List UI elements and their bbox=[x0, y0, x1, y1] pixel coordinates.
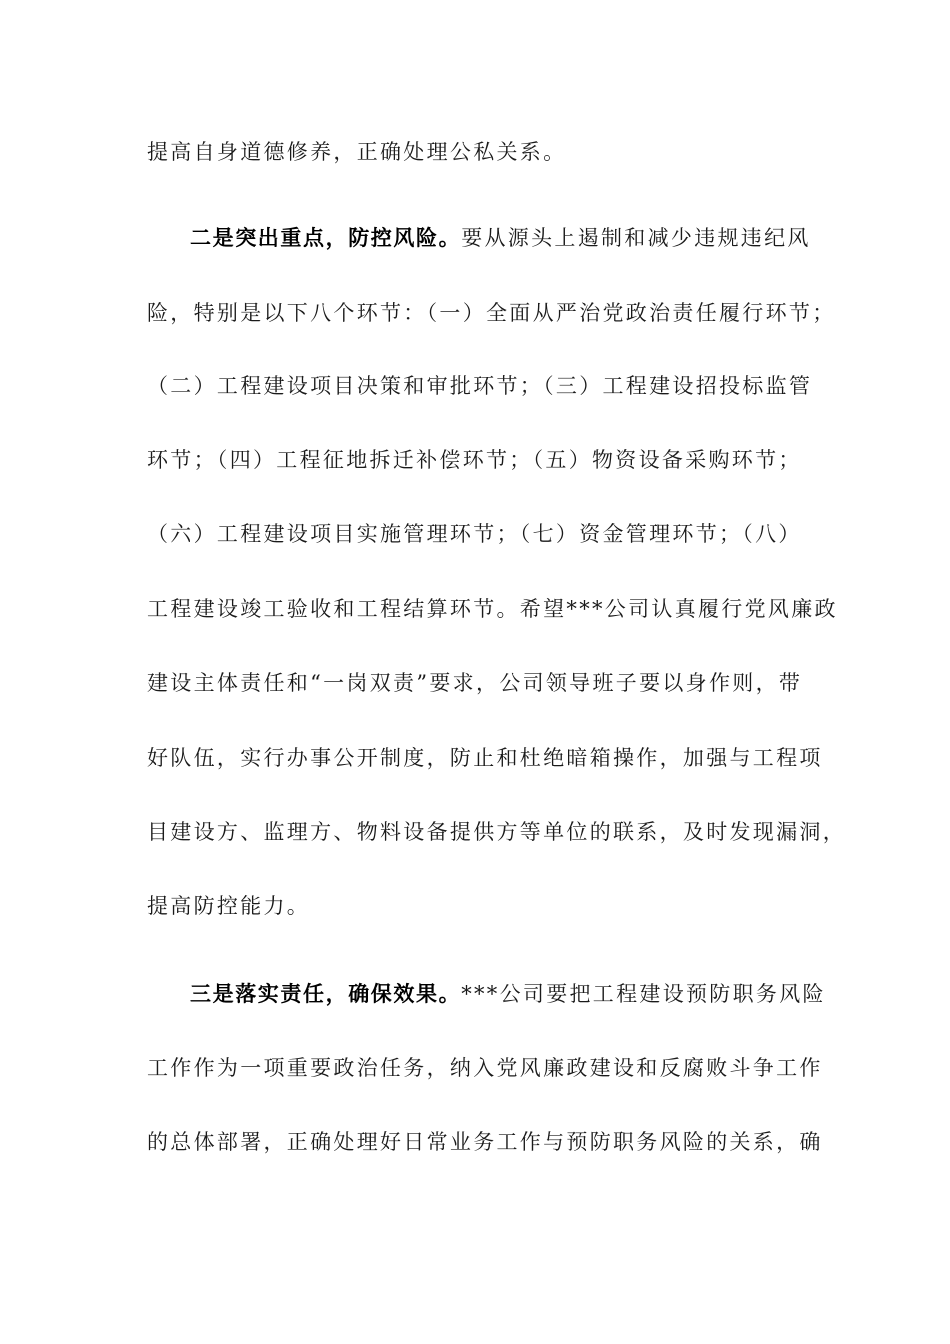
paragraph-line bbox=[147, 372, 817, 400]
line-text: 的总体部署，正确处理好日常业务工作与预防职务风险的关系，确 bbox=[147, 1130, 823, 1154]
line-text: 险，特别是以下八个环节：（一）全面从严治党政治责任履行环节； bbox=[147, 301, 836, 325]
paragraph-line bbox=[190, 980, 860, 1008]
line-text: 工程建设竣工验收和工程结算环节。希望***公司认真履行党风廉政 bbox=[147, 597, 838, 621]
paragraph-line bbox=[147, 520, 817, 548]
line-text: 提高自身道德修养，正确处理公私关系。 bbox=[147, 140, 567, 164]
paragraph-line bbox=[147, 446, 817, 474]
line-text: （二）工程建设项目决策和审批环节；（三）工程建设招投标监管 bbox=[147, 374, 813, 398]
line-text: ***公司要把工程建设预防职务风险 bbox=[461, 982, 826, 1006]
line-text: 目建设方、监理方、物料设备提供方等单位的联系，及时发现漏洞， bbox=[147, 820, 846, 844]
paragraph-line bbox=[147, 1054, 823, 1082]
paragraph-line bbox=[147, 818, 846, 846]
paragraph-line bbox=[147, 1128, 823, 1156]
line-text: 环节；（四）工程征地拆迁补偿环节；（五）物资设备采购环节； bbox=[147, 448, 802, 472]
paragraph-line bbox=[147, 669, 817, 697]
line-text: 好队伍，实行办事公开制度，防止和杜绝暗箱操作，加强与工程项 bbox=[147, 746, 823, 770]
paragraph-line bbox=[147, 595, 838, 623]
paragraph-line bbox=[147, 299, 836, 327]
paragraph-line bbox=[147, 138, 817, 166]
line-text: 提高防控能力。 bbox=[147, 894, 311, 918]
paragraph-line bbox=[190, 224, 860, 252]
paragraph-line bbox=[147, 744, 823, 772]
line-text: 建设主体责任和“一岗双责”要求，公司领导班子要以身作则，带 bbox=[147, 671, 803, 695]
paragraph-line bbox=[147, 892, 817, 920]
paragraph-heading: 三是落实责任，确保效果。 bbox=[190, 982, 462, 1006]
paragraph-heading: 二是突出重点，防控风险。 bbox=[190, 226, 462, 250]
line-text: （六）工程建设项目实施管理环节；（七）资金管理环节；（八） bbox=[147, 522, 802, 546]
line-text: 工作作为一项重要政治任务，纳入党风廉政建设和反腐败斗争工作 bbox=[147, 1056, 823, 1080]
line-text: 要从源头上遏制和减少违规违纪风 bbox=[461, 226, 811, 250]
